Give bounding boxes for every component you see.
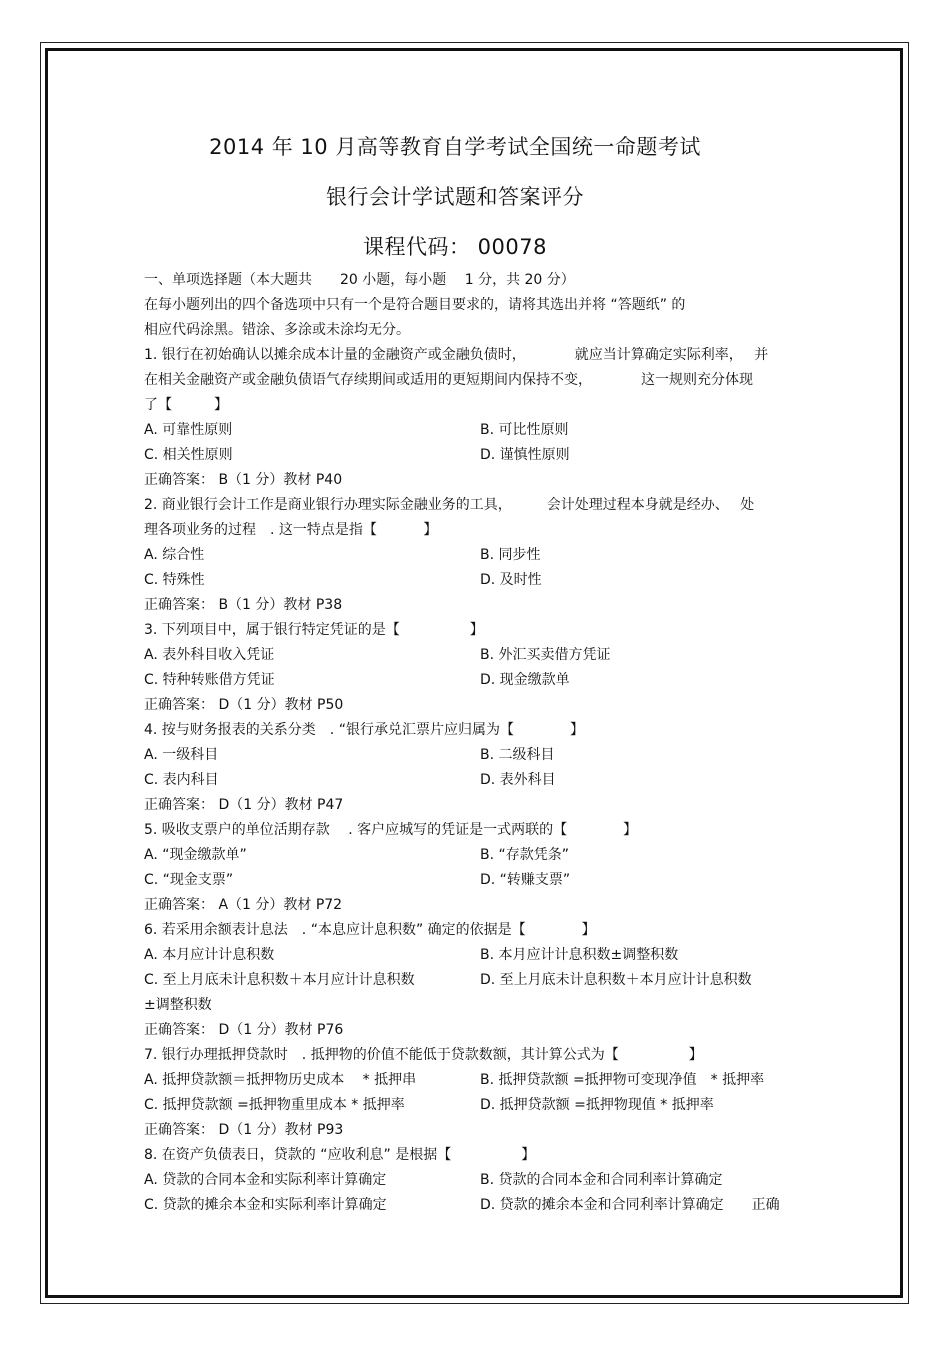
option-row (144, 418, 814, 443)
question-text: 7. 银行办理抵押贷款时 . 抵押物的价值不能低于贷款数额，其计算公式为【 】 (144, 1047, 703, 1063)
option-d: D. 贷款的摊余本金和合同利率计算确定 正确 (480, 1197, 780, 1213)
section-instructions: 相应代码涂黑。错涂、多涂或未涂均无分。 (144, 322, 410, 338)
question-text: 5. 吸收支票户的单位活期存款 . 客户应城写的凭证是一式两联的【 】 (144, 822, 638, 838)
answer-line: 正确答案： D（1 分）教材 P76 (144, 1022, 344, 1038)
option-d: D. 现金缴款单 (480, 672, 570, 688)
option-c: C. 至上月底未计息积数＋本月应计计息积数 (144, 972, 415, 988)
option-a: A. 一级科目 (144, 747, 219, 763)
option-row (144, 1068, 814, 1093)
option-c: C. 特殊性 (144, 572, 205, 588)
exam-content (144, 268, 814, 1218)
answer-line: 正确答案： D（1 分）教材 P50 (144, 697, 344, 713)
option-c: C. 特种转账借方凭证 (144, 672, 275, 688)
option-d: D. 谨慎性原则 (480, 447, 570, 463)
option-b: B. 抵押贷款额 =抵押物可变现净值 * 抵押率 (480, 1072, 765, 1088)
option-a: A. 表外科目收入凭证 (144, 647, 275, 663)
question-text: 8. 在资产负债表日，贷款的 “应收利息” 是根据【 】 (144, 1147, 536, 1163)
question-text: 在相关金融资产或金融负债语气存续期间或适用的更短期间内保持不变， 这一规则充分体现 (144, 372, 753, 388)
option-row (144, 1193, 814, 1218)
question-text: 2. 商业银行会计工作是商业银行办理实际金融业务的工具， 会计处理过程本身就是经办、 处 (144, 497, 755, 513)
option-row (144, 743, 814, 768)
option-c: C. 相关性原则 (144, 447, 233, 463)
course-code: 课程代码： 00078 (363, 235, 547, 259)
answer-line: 正确答案： A（1 分）教材 P72 (144, 897, 343, 913)
option-b: B. 二级科目 (480, 747, 555, 763)
option-d: D. 抵押贷款额 =抵押物现值 * 抵押率 (480, 1097, 714, 1113)
answer-line: 正确答案： B（1 分）教材 P40 (144, 472, 343, 488)
question-text: 了【 】 (144, 397, 228, 413)
question-text: 4. 按与财务报表的关系分类 . “银行承兑汇票片应归属为【 】 (144, 722, 584, 738)
option-a: A. 贷款的合同本金和实际利率计算确定 (144, 1172, 387, 1188)
answer-line: 正确答案： B（1 分）教材 P38 (144, 597, 343, 613)
option-row (144, 943, 814, 968)
option-d: D. 至上月底未计息积数＋本月应计计息积数 (480, 972, 752, 988)
option-b: B. 同步性 (480, 547, 541, 563)
section-instructions: 在每小题列出的四个备选项中只有一个是符合题目要求的，请将其选出并将 “答题纸” 的 (144, 297, 686, 313)
option-a: A. 抵押贷款额＝抵押物历史成本 * 抵押串 (144, 1072, 417, 1088)
option-a: A. 可靠性原则 (144, 422, 233, 438)
option-row (144, 543, 814, 568)
option-a: A. “现金缴款单” (144, 847, 247, 863)
option-b: B. 可比性原则 (480, 422, 569, 438)
option-row (144, 843, 814, 868)
option-row (144, 568, 814, 593)
option-d: D. 及时性 (480, 572, 542, 588)
option-d: D. “转赚支票” (480, 872, 571, 888)
option-row (144, 968, 814, 993)
option-c: C. “现金支票” (144, 872, 234, 888)
option-d: D. 表外科目 (480, 772, 556, 788)
answer-line: 正确答案： D（1 分）教材 P93 (144, 1122, 344, 1138)
option-b: B. 外汇买卖借方凭证 (480, 647, 611, 663)
option-continuation: ±调整积数 (144, 997, 212, 1013)
option-b: B. “存款凭条” (480, 847, 570, 863)
question-text: 6. 若采用余额表计息法 . “本息应计息积数” 确定的依据是【 】 (144, 922, 596, 938)
option-row (144, 768, 814, 793)
answer-line: 正确答案： D（1 分）教材 P47 (144, 797, 344, 813)
option-row (144, 643, 814, 668)
option-row (144, 443, 814, 468)
exam-title: 2014 年 10 月高等教育自学考试全国统一命题考试 (209, 135, 701, 159)
exam-subtitle: 银行会计学试题和答案评分 (326, 185, 584, 209)
section-heading: 一、单项选择题（本大题共 20 小题，每小题 1 分，共 20 分） (144, 272, 575, 288)
option-a: A. 本月应计计息积数 (144, 947, 275, 963)
question-text: 3. 下列项目中，属于银行特定凭证的是【 】 (144, 622, 484, 638)
option-row (144, 1093, 814, 1118)
option-b: B. 贷款的合同本金和合同利率计算确定 (480, 1172, 723, 1188)
question-text: 理各项业务的过程 . 这一特点是指【 】 (144, 522, 438, 538)
option-row (144, 868, 814, 893)
option-c: C. 抵押贷款额 =抵押物重里成本 * 抵押率 (144, 1097, 405, 1113)
option-c: C. 贷款的摊余本金和实际利率计算确定 (144, 1197, 387, 1213)
question-text: 1. 银行在初始确认以摊余成本计量的金融资产或金融负债时， 就应当计算确定实际利率， 并 (144, 347, 769, 363)
option-b: B. 本月应计计息积数±调整积数 (480, 947, 679, 963)
option-row (144, 668, 814, 693)
option-row (144, 1168, 814, 1193)
option-a: A. 综合性 (144, 547, 205, 563)
option-c: C. 表内科目 (144, 772, 219, 788)
